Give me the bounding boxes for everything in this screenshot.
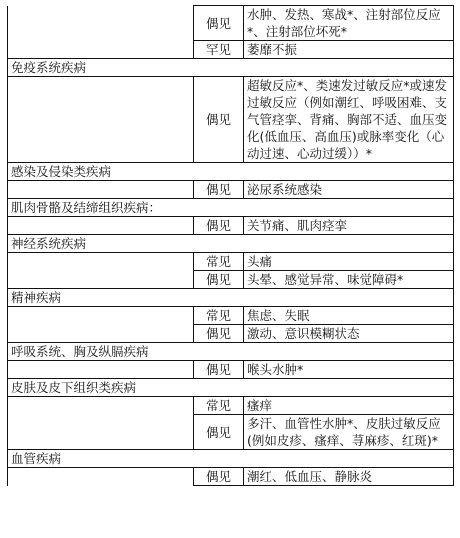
table-row (8, 271, 454, 289)
category-spacer-cell (8, 77, 194, 163)
table-row (8, 415, 454, 450)
reaction-description-cell: 激动、意识模糊状态 (244, 325, 454, 343)
reaction-description-cell: 头晕、感觉异常、味觉障碍* (244, 271, 454, 289)
section-title: 感染及侵染类疾病 (8, 163, 454, 181)
category-spacer-cell (8, 361, 194, 379)
category-spacer-cell (8, 253, 194, 271)
table-row (8, 307, 454, 325)
frequency-cell: 常见 (194, 307, 244, 325)
frequency-cell: 偶见 (194, 271, 244, 289)
section-row (8, 235, 454, 253)
section-title: 免疫系统疾病 (8, 59, 454, 77)
adverse-reaction-table-wrapper (7, 5, 453, 486)
reaction-description-cell: 超敏反应*、类速发过敏反应*或速发过敏反应（例如潮红、呼吸困难、支气管痉挛、背痛、胸部不适、血压变化(低血压、高血压)或脉率变化（心动过速、心动过缓））* (244, 77, 454, 163)
reaction-description-cell: 多汗、血管性水肿*、皮肤过敏反应(例如皮疹、瘙痒、荨麻疹、红斑)* (244, 415, 454, 450)
reaction-description-cell: 喉头水肿* (244, 361, 454, 379)
reaction-description-cell: 萎靡不振 (244, 41, 454, 59)
category-spacer-cell (8, 468, 194, 486)
section-row (8, 59, 454, 77)
category-spacer-cell (8, 397, 194, 415)
section-row (8, 289, 454, 307)
reaction-description-cell: 潮红、低血压、静脉炎 (244, 468, 454, 486)
table-row (8, 181, 454, 199)
adverse-reaction-table (7, 5, 454, 486)
reaction-description-cell: 关节痛、肌肉痉挛 (244, 217, 454, 235)
frequency-cell: 偶见 (194, 181, 244, 199)
category-spacer-cell (8, 307, 194, 325)
category-spacer-cell (8, 217, 194, 235)
section-title: 精神疾病 (8, 289, 454, 307)
frequency-cell: 偶见 (194, 468, 244, 486)
section-title: 呼吸系统、胸及纵膈疾病 (8, 343, 454, 361)
table-row (8, 217, 454, 235)
reaction-description-cell: 焦虑、失眠 (244, 307, 454, 325)
section-row (8, 450, 454, 468)
table-row (8, 41, 454, 59)
frequency-cell: 偶见 (194, 77, 244, 163)
category-spacer-cell (8, 271, 194, 289)
table-row (8, 77, 454, 163)
table-row (8, 397, 454, 415)
section-title: 神经系统疾病 (8, 235, 454, 253)
table-row (8, 361, 454, 379)
section-row (8, 199, 454, 217)
section-title: 皮肤及皮下组织类疾病 (8, 379, 454, 397)
frequency-cell: 偶见 (194, 415, 244, 450)
category-spacer-cell (8, 415, 194, 450)
table-row (8, 325, 454, 343)
reaction-description-cell: 泌尿系统感染 (244, 181, 454, 199)
table-body (8, 6, 454, 486)
section-title: 血管疾病 (8, 450, 454, 468)
section-row (8, 343, 454, 361)
frequency-cell: 偶见 (194, 217, 244, 235)
frequency-cell: 偶见 (194, 6, 244, 41)
reaction-description-cell: 瘙痒 (244, 397, 454, 415)
table-row (8, 468, 454, 486)
table-row (8, 253, 454, 271)
table-row (8, 6, 454, 41)
category-spacer-cell (8, 325, 194, 343)
frequency-cell: 罕见 (194, 41, 244, 59)
frequency-cell: 偶见 (194, 361, 244, 379)
section-row (8, 379, 454, 397)
section-title: 肌肉骨骼及结缔组织疾病： (8, 199, 454, 217)
category-spacer-cell (8, 6, 194, 41)
section-row (8, 163, 454, 181)
frequency-cell: 常见 (194, 253, 244, 271)
reaction-description-cell: 水肿、发热、寒战*、注射部位反应*、注射部位坏死* (244, 6, 454, 41)
category-spacer-cell (8, 181, 194, 199)
frequency-cell: 常见 (194, 397, 244, 415)
frequency-cell: 偶见 (194, 325, 244, 343)
reaction-description-cell: 头痛 (244, 253, 454, 271)
category-spacer-cell (8, 41, 194, 59)
